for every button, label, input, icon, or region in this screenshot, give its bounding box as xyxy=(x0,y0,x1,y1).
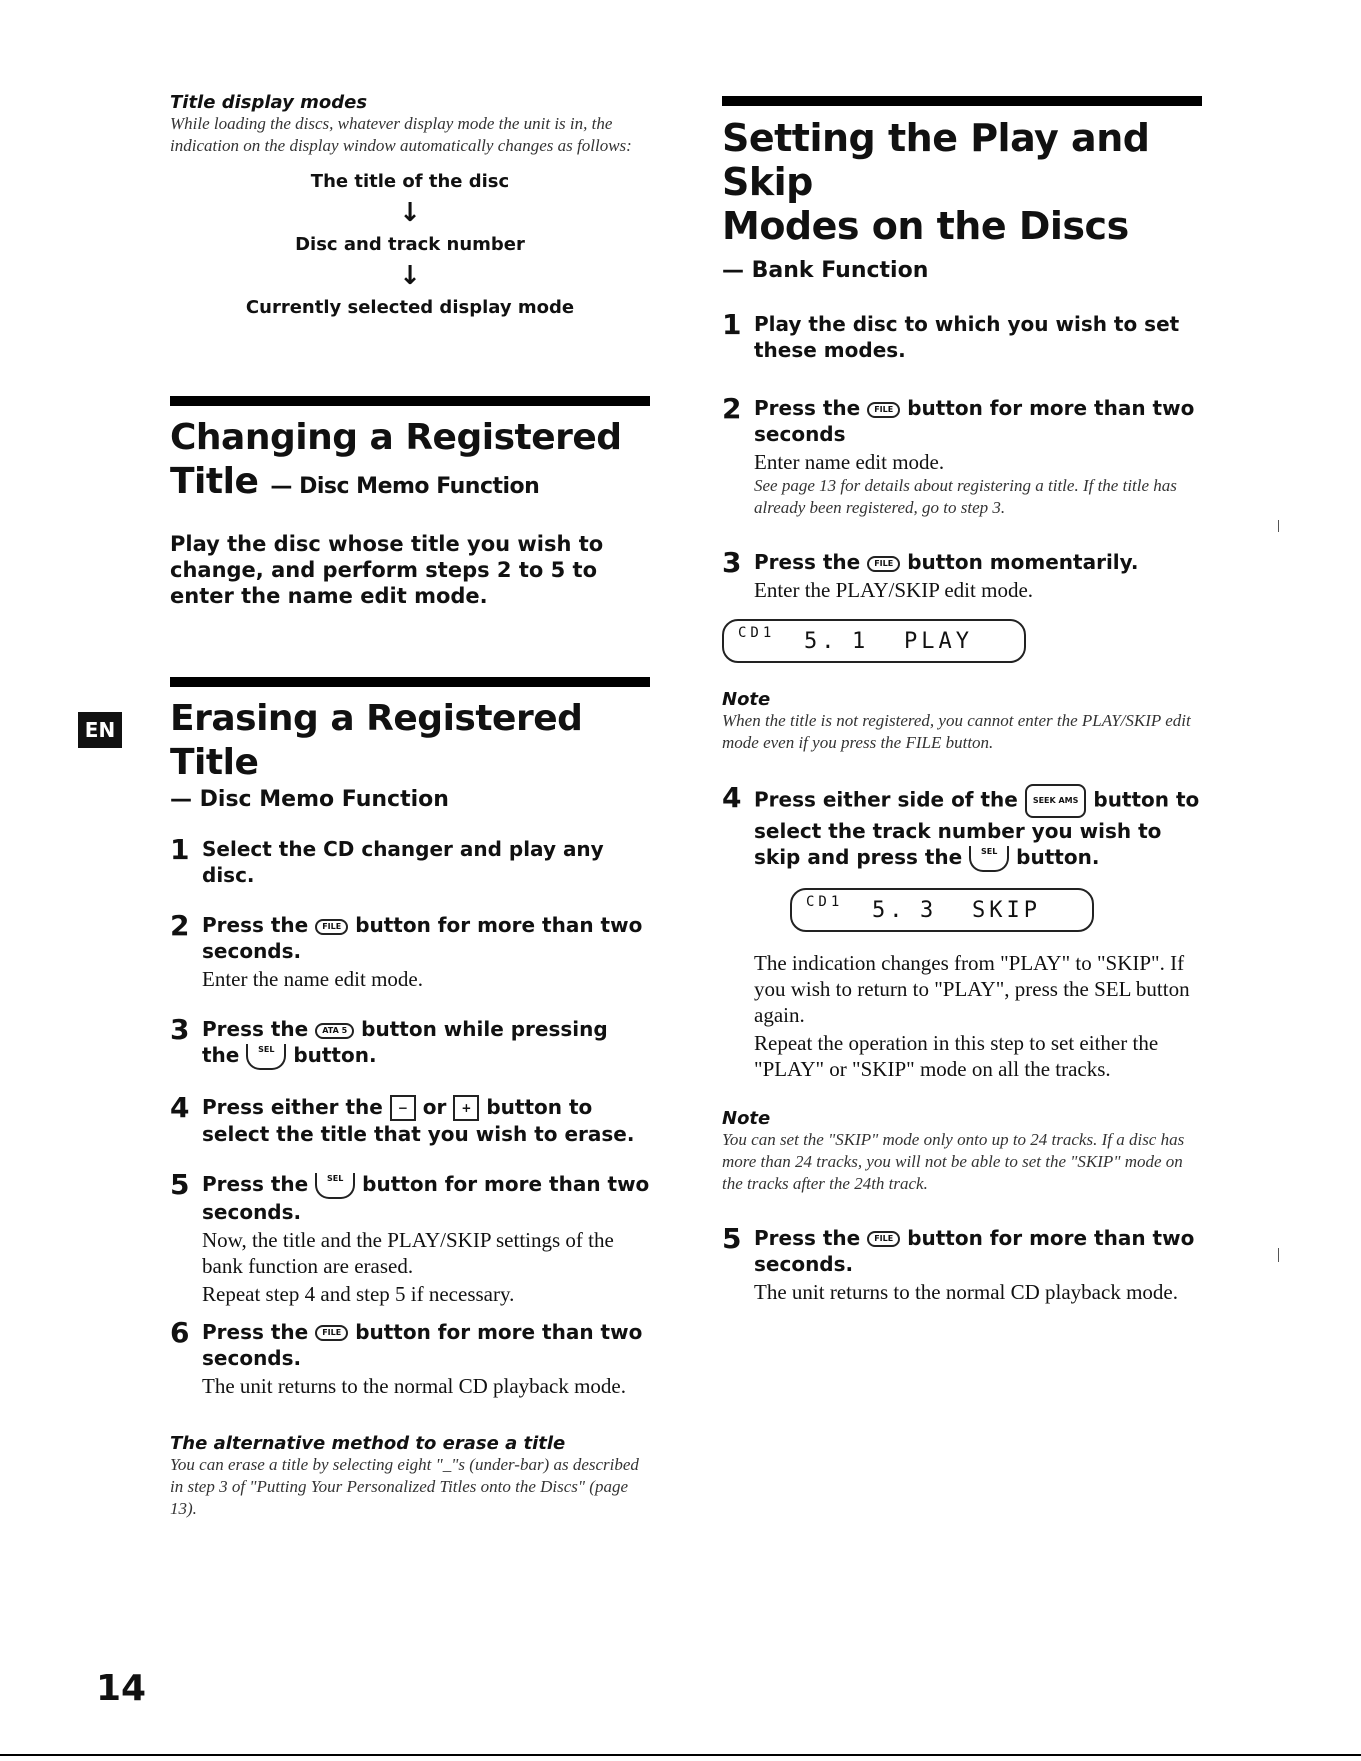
plus-button-icon: + xyxy=(453,1095,479,1121)
changing-heading: Changing a Registered Title — Disc Memo Function xyxy=(170,417,622,502)
setting-subtitle: — Bank Function xyxy=(722,258,929,283)
sel-button-icon: SEL xyxy=(246,1044,286,1070)
section-rule xyxy=(722,96,1202,106)
set-step-5: 5 Press the FILE button for more than two seconds. The unit returns to the normal CD playback mode. xyxy=(722,1221,1195,1304)
title-display-intro: While loading the discs, whatever display mode the unit is in, the indication on the display window automatically changes as follows: xyxy=(170,114,632,155)
right-column xyxy=(722,96,1202,1305)
file-button-icon: FILE xyxy=(315,1325,348,1341)
erasing-subtitle: — Disc Memo Function xyxy=(170,787,449,812)
lcd-display-skip: CD1 5. 3 SKIP xyxy=(790,888,1094,932)
down-arrow-icon: ↓ xyxy=(399,261,421,291)
left-column xyxy=(170,92,650,1520)
note-2-heading: Note xyxy=(722,1107,771,1129)
setting-heading: Setting the Play and Skip Modes on the Discs xyxy=(722,116,1150,248)
sel-button-icon: SEL xyxy=(315,1173,355,1199)
changing-section xyxy=(170,396,650,609)
flow-step: Disc and track number xyxy=(295,234,525,255)
page-number: 14 xyxy=(96,1668,147,1709)
file-button-icon: FILE xyxy=(867,402,900,418)
set-step-1: 1 Play the disc to which you wish to set these modes. xyxy=(722,308,1180,362)
sel-button-icon: SEL xyxy=(969,846,1009,872)
margin-mark xyxy=(1278,1248,1279,1262)
erase-step-4: 4 Press either the − or + button to select the title that you wish to erase. xyxy=(170,1090,635,1146)
set-step-2: 2 Press the FILE button for more than two seconds Enter name edit mode. See page 13 for details about registering a title. If the title has already been registered, go to step 3. xyxy=(722,392,1195,517)
changing-lead: Play the disc whose title you wish to change, and perform steps 2 to 5 to enter the name edit mode. xyxy=(170,532,604,608)
note-2-text: You can set the "SKIP" mode only onto up to 24 tracks. If a disc has more than 24 tracks, you will not be able to set the "SKIP" mode on the tracks after the 24th track. xyxy=(722,1129,1185,1193)
ata-5-button-icon: ATA 5 xyxy=(315,1023,354,1039)
set-step-4: 4 Press either side of the SEEK AMS button to select the track number you wish to skip and press the SEL button. CD1 5. 3 SKIP The indication changes from "PLAY" to "SKIP". If you wish to return to "PLAY", press the SEL button again. Repeat the operation in this step to set either the "PLAY" or "SKIP" mode on all the tracks. xyxy=(722,781,1200,1081)
seek-ams-button-icon: SEEK AMS xyxy=(1025,784,1087,818)
file-button-icon: FILE xyxy=(867,556,900,572)
erasing-heading: Erasing a Registered Title xyxy=(170,698,583,783)
set-step-3: 3 Press the FILE button momentarily. Enter the PLAY/SKIP edit mode. xyxy=(722,546,1139,602)
flow-step: The title of the disc xyxy=(310,171,510,192)
down-arrow-icon: ↓ xyxy=(399,198,421,228)
alternative-method: The alternative method to erase a title You can erase a title by selecting eight "_"s (under-bar) as described in step 3 of "Putting Your Personalized Titles onto the Discs" (page 13). xyxy=(170,1432,639,1518)
section-rule xyxy=(170,677,650,687)
erasing-section xyxy=(170,677,650,1399)
erase-step-2: 2 Press the FILE button for more than two seconds. Enter the name edit mode. xyxy=(170,909,643,991)
lcd-display-play: CD1 5. 1 PLAY xyxy=(722,619,1026,663)
page-bottom-rule xyxy=(0,1754,1361,1756)
display-flow xyxy=(170,171,650,318)
file-button-icon: FILE xyxy=(867,1231,900,1247)
erase-step-3: 3 Press the ATA 5 button while pressing the SEL button. xyxy=(170,1016,650,1070)
note-1-text: When the title is not registered, you cannot enter the PLAY/SKIP edit mode even if you press the FILE button. xyxy=(722,711,1191,752)
flow-step: Currently selected display mode xyxy=(245,297,575,318)
language-tab: EN xyxy=(78,712,122,748)
erase-step-1: 1 Select the CD changer and play any disc. xyxy=(170,833,604,887)
title-display-heading: Title display modes xyxy=(170,92,368,113)
margin-mark xyxy=(1278,520,1279,532)
erase-step-6: 6 Press the FILE button for more than two seconds. The unit returns to the normal CD playback mode. xyxy=(170,1315,643,1398)
file-button-icon: FILE xyxy=(315,919,348,935)
minus-button-icon: − xyxy=(390,1095,416,1121)
section-rule xyxy=(170,396,650,406)
note-1-heading: Note xyxy=(722,689,771,710)
erase-step-5: 5 Press the SEL button for more than two seconds. Now, the title and the PLAY/SKIP settings of the bank function are erased. Repeat step 4 and step 5 if necessary. xyxy=(170,1168,650,1306)
title-display-modes xyxy=(170,92,650,318)
